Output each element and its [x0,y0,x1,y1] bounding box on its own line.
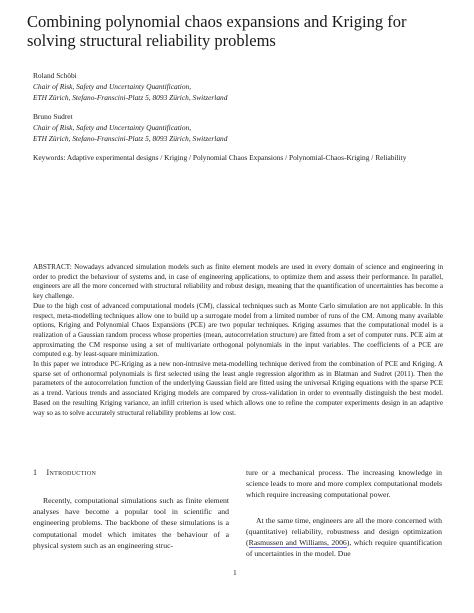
body-text: At the same time, engineers are all the more concerned with (quantitative) reliability, robustness and design optimization ( [246,515,442,548]
author-block-1 [33,70,227,103]
author-affiliation-line1: Chair of Risk, Safety and Uncertainty Quantification, [33,82,192,91]
column-right [246,467,442,559]
section-heading [33,468,96,477]
abstract-paragraph: Due to the high cost of advanced computational models (CM), classical techniques such as Monte Carlo simulation are not applicable. In this respect, meta-modelling techniques allow one to build up a surrogate model from a limited number of runs of the CM. Among many available options, Kriging and Polynomial Chaos Expansions (PCE) are two popular techniques. Kriging assumes that the computational model is a realization of a Gaussian random process whose properties (mean, autocorrelation structure) are fitted from a set of computer runs. PCE aim at approximating the CM response using a set of multivariate orthogonal polynomials in the input variables. The coefficients of a PCE are computed e.g. by least-square minimization. [33,301,443,359]
section-number: 1 [33,468,38,477]
citation-link[interactable]: Rasmussen and Williams, 2006 [248,538,347,548]
abstract-paragraph: In this paper we introduce PC-Kriging as a new non-intrusive meta-modelling technique derived from the combination of PCE and Kriging. A sparse set of orthonormal polynomials is first selected using the least angle regression algorithm as in Blatman and Sudret (2011). Then the parameters of the autocorrelation function of the underlying Gaussian field are fitted using the universal Kriging equations with the sparse PCE as a trend. Various trends and associated Kriging models are compared by cross-validation in order to eventually distinguish the best model. Based on the resulting Kriging variance, an infill criterion is used which allows one to refine the computer experiments design in an adaptive way so as to solve accurately structural reliability problems at low cost. [33,360,443,417]
author-block-2 [33,111,227,144]
column-left [33,495,229,551]
author-name: Bruno Sudret [33,112,73,121]
abstract-paragraph: ABSTRACT: Nowadays advanced simulation models such as finite element models are used in every domain of science and engineering in order to predict the behaviour of systems and, in case of engineering applications, to optimize them and assess their performance. In parallel, engineers are all the more concerned with structural reliability and robust design, meaning that the quantification of uncertainties has become a key challenge. [33,263,443,301]
body-paragraph: Recently, computational simulations such as finite element analyses have become a popular tool in scientific and engineering problems. The backbone of these simulations is a computational model which imitates the behaviour of a physical system such as an engineering struc- [33,496,229,550]
author-affiliation-line2: ETH Zürich, Stefano-Franscini-Platz 5, 8093 Zürich, Switzerland [33,93,228,102]
paper-title: Combining polynomial chaos expansions and Kriging for solving structural reliability problems [27,12,407,50]
author-name: Roland Schöbi [33,71,77,80]
body-paragraph: ture or a mechanical process. The increasing knowledge in science leads to more and more complex computational models which require increasing computational power. [246,468,442,500]
author-affiliation-line2: ETH Zürich, Stefano-Franscini-Platz 5, 8093 Zürich, Switzerland [33,134,228,143]
abstract [33,263,443,418]
author-affiliation-line1: Chair of Risk, Safety and Uncertainty Quantification, [33,123,192,132]
page-number: 1 [233,568,237,577]
keywords: Keywords: Adaptive experimental designs / Kriging / Polynomial Chaos Expansions / Polynomial-Chaos-Kriging / Reliability [33,153,407,162]
body-text: ), which require quantification of uncertainties in the model. Due [246,538,442,559]
section-title: Introduction [46,468,97,477]
body-paragraph [246,515,442,560]
